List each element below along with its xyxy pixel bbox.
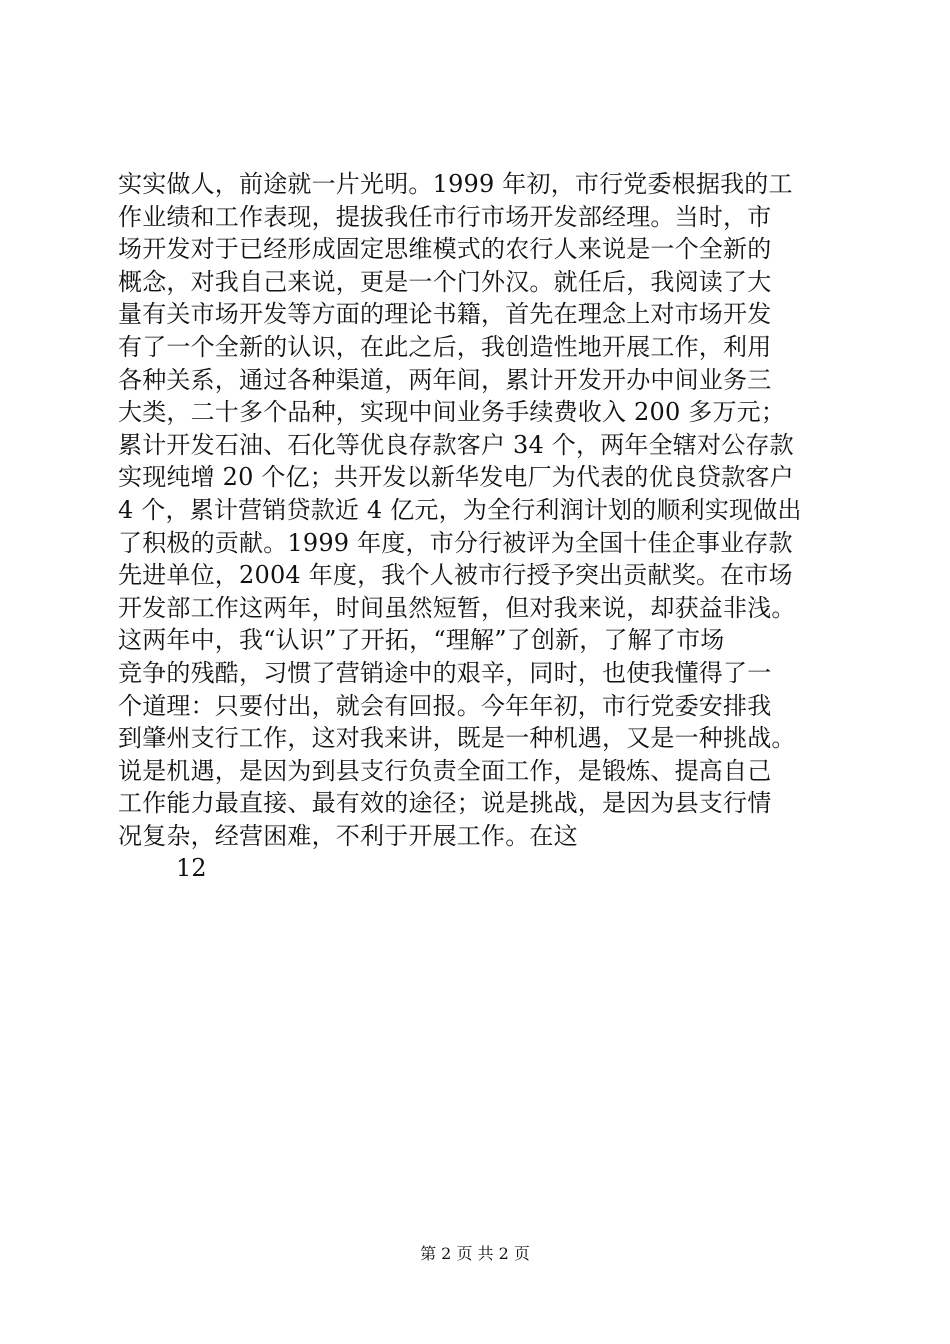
text-line: 各种关系，通过各种渠道，两年间，累计开发开办中间业务三	[118, 365, 772, 394]
body-text	[118, 168, 838, 885]
text-line: 累计开发石油、石化等优良存款客户 34 个，两年全辖对公存款	[118, 430, 794, 459]
text-line: 实现纯增 20 个亿；共开发以新华发电厂为代表的优良贷款客户	[118, 463, 794, 492]
trailing-number: 12	[176, 854, 207, 883]
text-line: 个道理：只要付出，就会有回报。今年年初，市行党委安排我	[118, 691, 772, 720]
text-line: 作业绩和工作表现，提拔我任市行市场开发部经理。当时，市	[118, 202, 772, 231]
text-line: 竞争的残酷，习惯了营销途中的艰辛，同时，也使我懂得了一	[118, 658, 772, 687]
text-line: 量有关市场开发等方面的理论书籍，首先在理念上对市场开发	[118, 300, 772, 329]
text-line: 况复杂，经营困难，不利于开展工作。在这	[118, 821, 578, 850]
text-line: 到肇州支行工作，这对我来讲，既是一种机遇，又是一种挑战。	[118, 724, 796, 753]
text-line: 4 个，累计营销贷款近 4 亿元，为全行利润计划的顺利实现做出	[118, 495, 802, 524]
page-footer: 第 2 页 共 2 页	[420, 1244, 530, 1263]
text-line: 开发部工作这两年，时间虽然短暂，但对我来说，却获益非浅。	[118, 593, 796, 622]
text-line: 实实做人，前途就一片光明。1999 年初，市行党委根据我的工	[118, 170, 793, 198]
text-line: 了积极的贡献。1999 年度，市分行被评为全国十佳企事业存款	[118, 528, 793, 557]
text-line: 大类，二十多个品种，实现中间业务手续费收入 200 多万元；	[118, 398, 786, 427]
text-line: 这两年中，我“认识”了开拓，“理解”了创新，了解了市场	[118, 626, 725, 655]
text-line: 场开发对于已经形成固定思维模式的农行人来说是一个全新的	[118, 235, 772, 264]
text-line: 先进单位，2004 年度，我个人被市行授予突出贡献奖。在市场	[118, 561, 793, 590]
text-line: 说是机遇，是因为到县支行负责全面工作，是锻炼、提高自己	[118, 756, 772, 785]
text-line: 工作能力最直接、最有效的途径；说是挑战，是因为县支行情	[118, 789, 772, 818]
text-line: 有了一个全新的认识，在此之后，我创造性地开展工作，利用	[118, 332, 772, 361]
text-line: 概念，对我自己来说，更是一个门外汉。就任后，我阅读了大	[118, 267, 772, 296]
